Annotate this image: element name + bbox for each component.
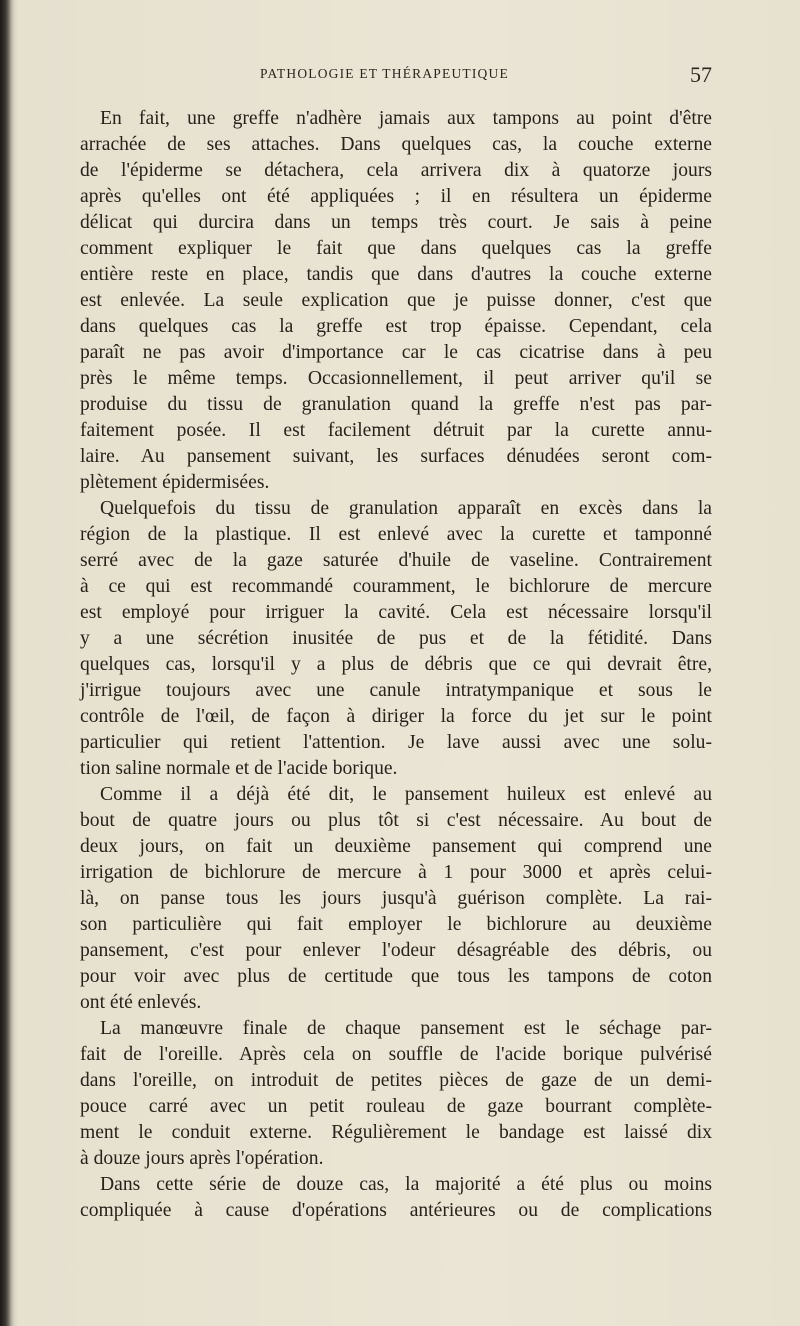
text-line: dans l'oreille, on introduit de petites pièces de gaze de un demi- bbox=[80, 1070, 712, 1091]
text-line: pansement, c'est pour enlever l'odeur désagréable des débris, ou bbox=[80, 940, 712, 961]
text-line: particulier qui retient l'attention. Je lave aussi avec une solu- bbox=[80, 732, 712, 753]
text-line: produise du tissu de granulation quand la greffe n'est pas par- bbox=[80, 394, 712, 415]
text-line: laire. Au pansement suivant, les surfaces dénudées seront com- bbox=[80, 446, 712, 467]
text-line: y a une sécrétion inusitée de pus et de la fétidité. Dans bbox=[80, 628, 712, 649]
text-line: fait de l'oreille. Après cela on souffle de l'acide borique pulvérisé bbox=[80, 1044, 712, 1065]
book-gutter-shadow bbox=[0, 0, 14, 1326]
paragraph bbox=[80, 496, 712, 782]
text-line: Quelquefois du tissu de granulation apparaît en excès dans la bbox=[100, 498, 712, 519]
text-line: bout de quatre jours ou plus tôt si c'est nécessaire. Au bout de bbox=[80, 810, 712, 831]
text-line: ment le conduit externe. Régulièrement le bandage est laissé dix bbox=[80, 1122, 712, 1143]
text-line: paraît ne pas avoir d'importance car le cas cicatrise dans à peu bbox=[80, 342, 712, 363]
text-line: pour voir avec plus de certitude que tous les tampons de coton bbox=[80, 966, 712, 987]
text-line: compliquée à cause d'opérations antérieures ou de complications bbox=[80, 1200, 712, 1221]
text-line: contrôle de l'œil, de façon à diriger la force du jet sur le point bbox=[80, 706, 712, 727]
text-line: Comme il a déjà été dit, le pansement huileux est enlevé au bbox=[100, 784, 712, 805]
paragraph bbox=[80, 106, 712, 496]
text-line: tion saline normale et de l'acide borique. bbox=[80, 758, 398, 779]
text-line: son particulière qui fait employer le bichlorure au deuxième bbox=[80, 914, 712, 935]
body-text bbox=[80, 106, 712, 1224]
text-line: est employé pour irriguer la cavité. Cela est nécessaire lorsqu'il bbox=[80, 602, 712, 623]
text-line: à ce qui est recommandé couramment, le bichlorure de mercure bbox=[80, 576, 712, 597]
text-line: après qu'elles ont été appliquées ; il en résultera un épiderme bbox=[80, 186, 712, 207]
text-line: pouce carré avec un petit rouleau de gaze bourrant complète- bbox=[80, 1096, 712, 1117]
page-number: 57 bbox=[690, 62, 712, 87]
text-line: En fait, une greffe n'adhère jamais aux tampons au point d'être bbox=[100, 108, 712, 129]
paragraph bbox=[80, 1172, 712, 1224]
paragraph bbox=[80, 782, 712, 1016]
text-line: faitement posée. Il est facilement détruit par la curette annu- bbox=[80, 420, 712, 441]
text-line: région de la plastique. Il est enlevé avec la curette et tamponné bbox=[80, 524, 712, 545]
text-line: ont été enlevés. bbox=[80, 992, 202, 1013]
text-line: comment expliquer le fait que dans quelques cas la greffe bbox=[80, 238, 712, 259]
text-line: irrigation de bichlorure de mercure à 1 pour 3000 et après celui- bbox=[80, 862, 712, 883]
text-line: là, on panse tous les jours jusqu'à guérison complète. La rai- bbox=[80, 888, 712, 909]
text-line: arrachée de ses attaches. Dans quelques cas, la couche externe bbox=[80, 134, 712, 155]
text-line: La manœuvre finale de chaque pansement est le séchage par- bbox=[100, 1018, 712, 1039]
text-line: entière reste en place, tandis que dans d'autres la couche externe bbox=[80, 264, 712, 285]
text-line: plètement épidermisées. bbox=[80, 472, 270, 493]
text-line: dans quelques cas la greffe est trop épaisse. Cependant, cela bbox=[80, 316, 712, 337]
running-head: PATHOLOGIE ET THÉRAPEUTIQUE bbox=[260, 66, 509, 81]
text-line: de l'épiderme se détachera, cela arrivera dix à quatorze jours bbox=[80, 160, 712, 181]
text-line: Dans cette série de douze cas, la majorité a été plus ou moins bbox=[100, 1174, 712, 1195]
text-line: j'irrigue toujours avec une canule intratympanique et sous le bbox=[80, 680, 712, 701]
text-line: délicat qui durcira dans un temps très court. Je sais à peine bbox=[80, 212, 712, 233]
text-line: quelques cas, lorsqu'il y a plus de débris que ce qui devrait être, bbox=[80, 654, 712, 675]
paragraph bbox=[80, 1016, 712, 1172]
text-line: deux jours, on fait un deuxième pansement qui comprend une bbox=[80, 836, 712, 857]
text-line: est enlevée. La seule explication que je puisse donner, c'est que bbox=[80, 290, 712, 311]
page-header bbox=[80, 62, 712, 88]
text-line: près le même temps. Occasionnellement, il peut arriver qu'il se bbox=[80, 368, 712, 389]
text-line: à douze jours après l'opération. bbox=[80, 1148, 324, 1169]
text-line: serré avec de la gaze saturée d'huile de vaseline. Contrairement bbox=[80, 550, 712, 571]
